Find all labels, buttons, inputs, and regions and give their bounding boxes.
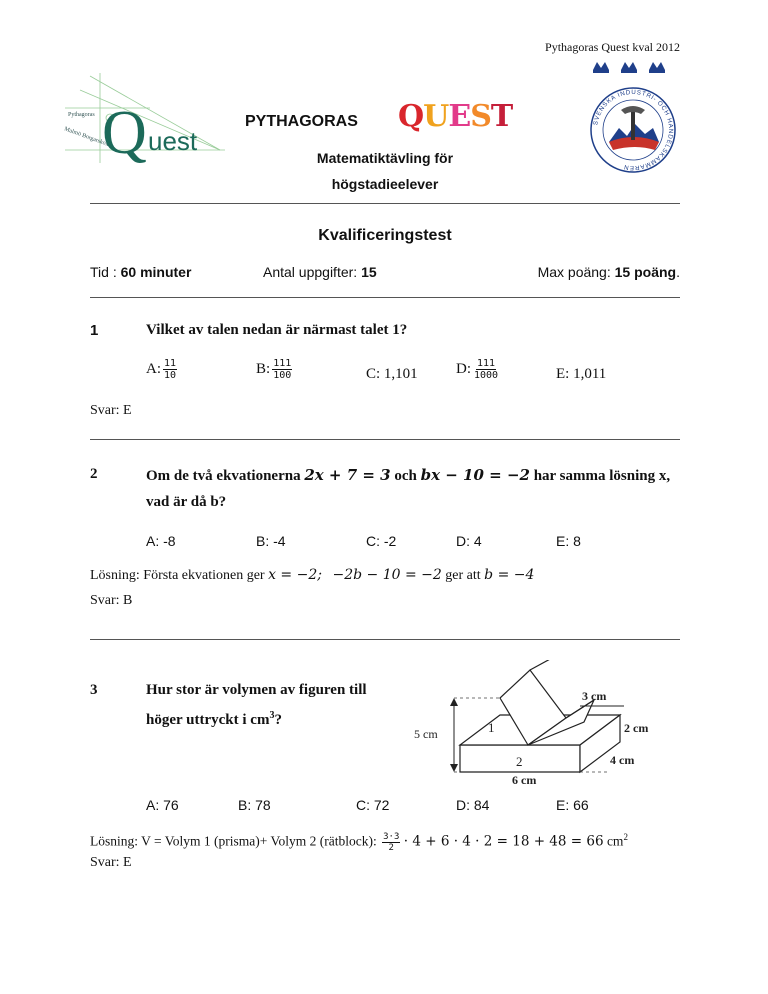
numerator: 111 xyxy=(477,358,496,369)
q3-option-b: B: 78 xyxy=(238,797,271,813)
divider xyxy=(90,297,680,298)
max-points-info xyxy=(508,264,680,280)
q3-text-part: höger uttryckt i cm xyxy=(146,712,270,728)
label-height: 5 cm xyxy=(414,727,438,741)
title-quest xyxy=(398,99,512,134)
q2-answer: Svar: B xyxy=(90,593,133,608)
quest-letter: T xyxy=(490,99,513,134)
numerator: 3·3 xyxy=(383,832,400,842)
q3-option-d: D: 84 xyxy=(456,797,490,813)
quest-letter: Q xyxy=(398,99,424,134)
pythagoras-quest-logo xyxy=(60,68,230,168)
solution-math: x = −2; xyxy=(268,567,322,583)
solution-text: Lösning: Första ekvationen ger xyxy=(90,568,269,583)
solution-superscript: 2 xyxy=(623,832,628,843)
q3-figure xyxy=(410,660,680,790)
fraction xyxy=(473,358,499,381)
option-label: D: xyxy=(456,360,471,377)
label-top: 3 cm xyxy=(582,689,607,703)
q3-solution xyxy=(90,832,628,853)
fraction xyxy=(382,832,400,853)
q2-option-e: E: 8 xyxy=(556,533,581,549)
chamber-of-commerce-logo xyxy=(583,58,683,178)
denominator: 1000 xyxy=(474,370,499,381)
max-label: Max poäng: xyxy=(537,264,615,280)
q2-option-b: B: -4 xyxy=(256,533,286,549)
divider xyxy=(90,439,680,440)
quest-letter: E xyxy=(448,99,471,134)
max-value: 15 poäng xyxy=(614,264,677,280)
logo-ring-text: SVENSKA INDUSTRI- OCH HANDELSKAMMAREN xyxy=(592,88,675,172)
divider xyxy=(90,203,680,204)
q2-text xyxy=(146,466,670,485)
q2-equation-2: bx − 10 = −2 xyxy=(420,466,530,484)
q2-text-part: Om de två ekvationerna xyxy=(146,468,305,484)
q3-number: 3 xyxy=(90,682,98,698)
q1-option-e: E: 1,011 xyxy=(556,366,607,382)
solution-text: Lösning: V = Volym 1 (prisma)+ Volym 2 (rätblock): xyxy=(90,833,381,849)
label-bottom: 6 cm xyxy=(512,773,537,787)
label-part-1: 1 xyxy=(488,720,495,735)
q3-option-a: A: 76 xyxy=(146,797,179,813)
task-count-info xyxy=(263,264,377,280)
q2-text-line-2: vad är då b? xyxy=(146,494,227,510)
logo-q-letter: Q xyxy=(102,99,147,167)
option-label: A: xyxy=(146,360,161,377)
denominator: 2 xyxy=(388,843,394,853)
quest-letter: U xyxy=(423,99,449,134)
q1-text: Vilket av talen nedan är närmast talet 1? xyxy=(146,322,408,338)
time-value: 60 minuter xyxy=(120,264,192,280)
max-suffix: . xyxy=(676,264,680,280)
solution-math: b = −4 xyxy=(484,567,535,583)
label-part-2: 2 xyxy=(516,754,523,769)
q1-option-a xyxy=(146,358,177,381)
fraction xyxy=(163,358,177,381)
q1-answer: Svar: E xyxy=(90,403,132,418)
q3-option-e: E: 66 xyxy=(556,797,589,813)
denominator: 100 xyxy=(273,370,292,381)
q1-option-b xyxy=(256,358,292,381)
test-heading: Kvalificeringstest xyxy=(318,227,452,244)
q3-text-line-1: Hur stor är volymen av figuren till xyxy=(146,682,367,698)
q3-text-part: ? xyxy=(274,712,282,728)
time-label: Tid : xyxy=(90,264,121,280)
count-label: Antal uppgifter: xyxy=(263,264,362,280)
q2-option-a: A: -8 xyxy=(146,533,176,549)
logo-uest-text: uest xyxy=(148,126,198,156)
label-right: 2 cm xyxy=(624,721,649,735)
label-depth: 4 cm xyxy=(610,753,635,767)
numerator: 111 xyxy=(273,358,292,369)
option-label: B: xyxy=(256,360,271,377)
q2-solution xyxy=(90,567,534,584)
q2-option-d: D: 4 xyxy=(456,533,482,549)
q1-number: 1 xyxy=(90,322,99,339)
running-head: Pythagoras Quest kval 2012 xyxy=(545,40,680,54)
q1-option-d xyxy=(456,358,499,381)
q2-option-c: C: -2 xyxy=(366,533,397,549)
count-value: 15 xyxy=(361,264,377,280)
q3-option-c: C: 72 xyxy=(356,797,390,813)
q3-text-line-2 xyxy=(146,710,282,729)
logo-pythagoras-text: Pythagoras xyxy=(68,112,95,118)
divider xyxy=(90,639,680,640)
q2-equation-1: 2x + 7 = 3 xyxy=(304,466,391,484)
q3-answer: Svar: E xyxy=(90,855,132,870)
title-pythagoras: PYTHAGORAS xyxy=(245,113,358,130)
q3-superscript: 3 xyxy=(269,710,275,721)
solution-unit: cm xyxy=(603,833,624,849)
quest-letter: S xyxy=(470,99,491,134)
solution-math: −2b − 10 = −2 xyxy=(332,567,442,583)
logo-school-text: Malmö Borgarskola xyxy=(63,126,111,149)
solution-math: · 4 + 6 · 4 · 2 = 18 + 48 = 66 xyxy=(403,833,604,850)
q1-option-c: C: 1,101 xyxy=(366,366,418,382)
subtitle-line-1: Matematiktävling för xyxy=(316,150,454,166)
denominator: 10 xyxy=(164,370,177,381)
q2-text-part: och xyxy=(390,468,421,484)
time-info xyxy=(90,264,191,280)
fraction xyxy=(272,358,292,381)
three-crowns-icon xyxy=(593,62,665,73)
numerator: 11 xyxy=(164,358,177,369)
subtitle-line-2: högstadieelever xyxy=(331,176,439,192)
solution-text: ger att xyxy=(441,568,485,583)
q2-text-part: har samma lösning x, xyxy=(529,468,671,484)
page-title xyxy=(245,100,545,140)
q2-number: 2 xyxy=(90,466,98,482)
